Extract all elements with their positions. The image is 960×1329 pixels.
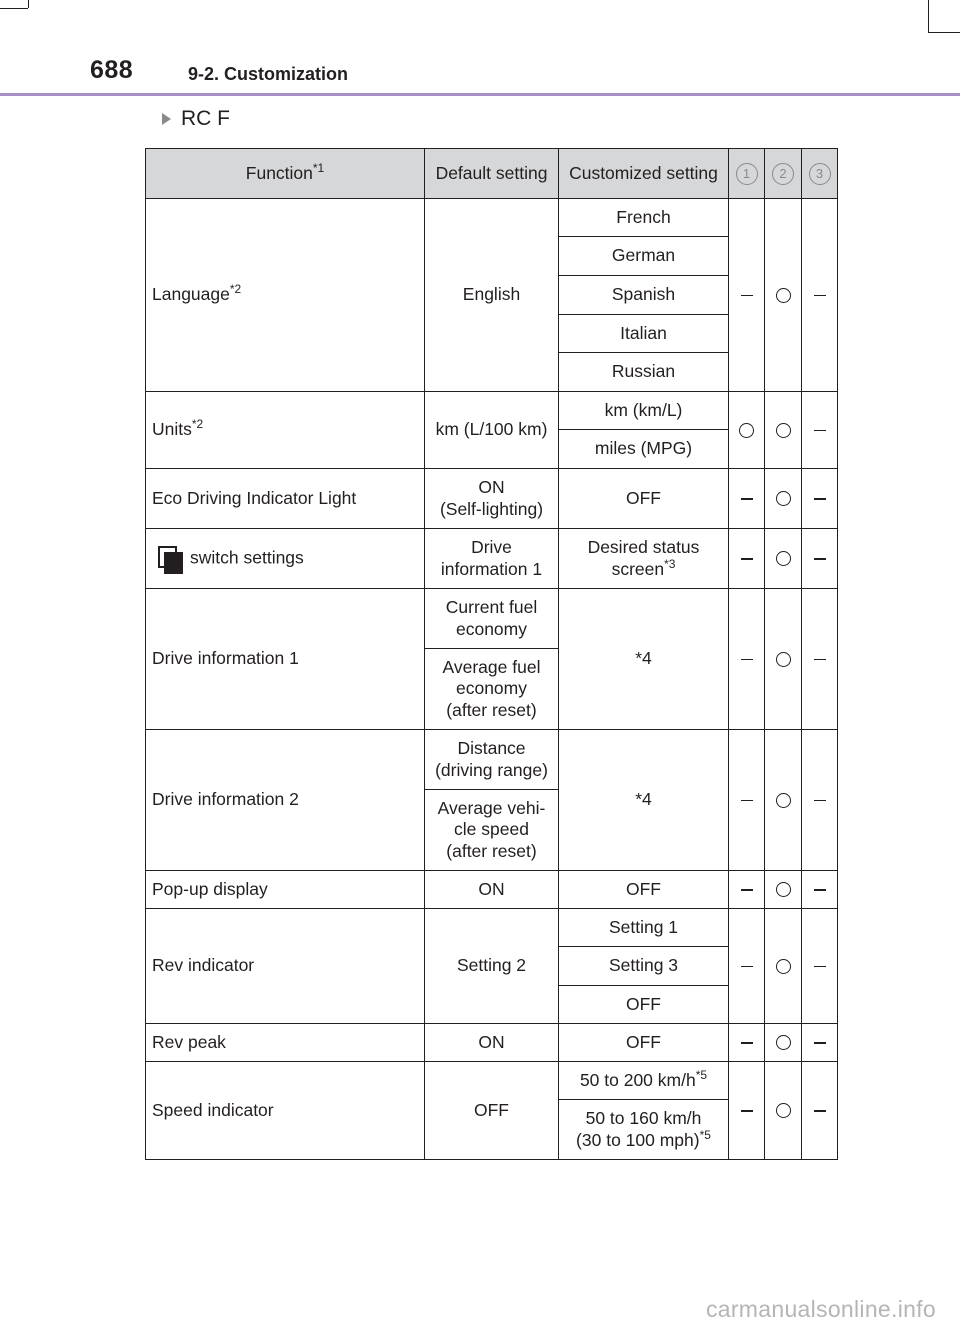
crop-mark-top-left-horizontal <box>0 8 28 9</box>
method2-circle-icon <box>765 1062 802 1160</box>
option-german: German <box>559 237 729 276</box>
method3-dash-icon <box>802 469 838 529</box>
method1-dash-icon <box>729 469 765 529</box>
header-rule <box>0 93 960 96</box>
method2-circle-icon <box>765 589 802 730</box>
table-row <box>146 1062 838 1100</box>
custom-rev-peak: OFF <box>559 1024 729 1062</box>
method3-dash-icon <box>802 589 838 730</box>
page-number: 688 <box>90 56 134 84</box>
method3-dash-icon <box>802 1024 838 1062</box>
table-row <box>146 909 838 947</box>
crop-mark-top-left-vertical <box>28 0 29 8</box>
table-row <box>146 199 838 237</box>
method1-dash-icon <box>729 199 765 392</box>
method3-dash-icon <box>802 392 838 469</box>
option-km-per-l: km (km/L) <box>559 392 729 430</box>
section-title: 9-2. Customization <box>188 64 349 84</box>
custom-drive-info-1: *4 <box>559 589 729 730</box>
method2-circle-icon <box>765 469 802 529</box>
header-customized-setting: Customized setting <box>559 149 729 199</box>
header-default-setting: Default setting <box>425 149 559 199</box>
circled-number-3-icon: 3 <box>809 163 831 185</box>
default-eco-driving: ON (Self-lighting) <box>425 469 559 529</box>
function-popup-display: Pop-up display <box>146 871 425 909</box>
method2-circle-icon <box>765 909 802 1024</box>
function-drive-info-2: Drive information 2 <box>146 730 425 871</box>
table-row <box>146 469 838 529</box>
circled-number-2-icon: 2 <box>772 163 794 185</box>
model-heading <box>162 107 230 131</box>
method3-dash-icon <box>802 909 838 1024</box>
default-rev-indicator: Setting 2 <box>425 909 559 1024</box>
watermark-link[interactable]: carmanualsonline.info <box>705 1296 936 1322</box>
triangle-bullet-icon <box>162 113 171 125</box>
method1-dash-icon <box>729 1062 765 1160</box>
table-header-row <box>146 149 838 199</box>
method1-dash-icon <box>729 730 765 871</box>
table-row <box>146 392 838 430</box>
custom-drive-info-2: *4 <box>559 730 729 871</box>
custom-switch-settings: Desired status screen$^{*3}$ <box>559 529 729 589</box>
method2-circle-icon <box>765 529 802 589</box>
crop-mark-top-right-vertical <box>928 0 929 32</box>
method1-dash-icon <box>729 529 765 589</box>
header-method-2 <box>765 149 802 199</box>
crop-mark-top-right-horizontal <box>928 32 960 33</box>
display-switch-icon <box>158 546 182 572</box>
default-units: km (L/100 km) <box>425 392 559 469</box>
option-speed-200: 50 to 200 $km/h^{*5}$ <box>559 1062 729 1100</box>
header-method-1 <box>729 149 765 199</box>
header-method-3 <box>802 149 838 199</box>
default-popup-display: ON <box>425 871 559 909</box>
table-row <box>146 529 838 589</box>
option-miles-mpg: miles (MPG) <box>559 430 729 469</box>
model-label: RC F <box>181 107 230 130</box>
method1-dash-icon <box>729 909 765 1024</box>
table-row <box>146 589 838 649</box>
option-italian: Italian <box>559 315 729 353</box>
function-eco-driving: Eco Driving Indicator Light <box>146 469 425 529</box>
default-language: English <box>425 199 559 392</box>
default-switch-settings: Drive information 1 <box>425 529 559 589</box>
default-drive-info-1b: Average fuel economy (after reset) <box>425 649 559 730</box>
default-drive-info-2a: Distance (driving range) <box>425 730 559 790</box>
method2-circle-icon <box>765 392 802 469</box>
option-french: French <box>559 199 729 237</box>
method1-dash-icon <box>729 1024 765 1062</box>
table-row <box>146 871 838 909</box>
method2-circle-icon <box>765 199 802 392</box>
function-switch-settings: switch settings <box>146 529 425 589</box>
function-rev-indicator: Rev indicator <box>146 909 425 1024</box>
option-russian: Russian <box>559 353 729 392</box>
method2-circle-icon <box>765 730 802 871</box>
method3-dash-icon <box>802 1062 838 1160</box>
method2-circle-icon <box>765 1024 802 1062</box>
custom-popup-display: OFF <box>559 871 729 909</box>
method1-dash-icon <box>729 871 765 909</box>
default-rev-peak: ON <box>425 1024 559 1062</box>
table-row <box>146 730 838 790</box>
method3-dash-icon <box>802 871 838 909</box>
default-drive-info-2b: Average vehi- cle speed (after reset) <box>425 790 559 871</box>
method1-circle-icon <box>729 392 765 469</box>
option-setting-1: Setting 1 <box>559 909 729 947</box>
function-speed-indicator: Speed indicator <box>146 1062 425 1160</box>
method2-circle-icon <box>765 871 802 909</box>
footnote-mark: *1 <box>312 160 325 175</box>
method1-dash-icon <box>729 589 765 730</box>
default-speed-indicator: OFF <box>425 1062 559 1160</box>
option-speed-160: 50 to 160 km/h (30 to 100 mph)$^{*5}$ <box>559 1100 729 1160</box>
circled-number-1-icon: 1 <box>736 163 758 185</box>
customization-table <box>145 148 838 1160</box>
function-drive-info-1: Drive information 1 <box>146 589 425 730</box>
option-off: OFF <box>559 986 729 1024</box>
table-row <box>146 1024 838 1062</box>
function-language: Language$^{*2}$ <box>146 199 425 392</box>
method3-dash-icon <box>802 529 838 589</box>
option-setting-3: Setting 3 <box>559 947 729 986</box>
function-units: Units$^{*2}$ <box>146 392 425 469</box>
method3-dash-icon <box>802 730 838 871</box>
default-drive-info-1a: Current fuel economy <box>425 589 559 649</box>
method3-dash-icon <box>802 199 838 392</box>
option-spanish: Spanish <box>559 276 729 315</box>
header-function: Function$^{*1}$ <box>146 149 425 199</box>
custom-eco-driving: OFF <box>559 469 729 529</box>
function-rev-peak: Rev peak <box>146 1024 425 1062</box>
